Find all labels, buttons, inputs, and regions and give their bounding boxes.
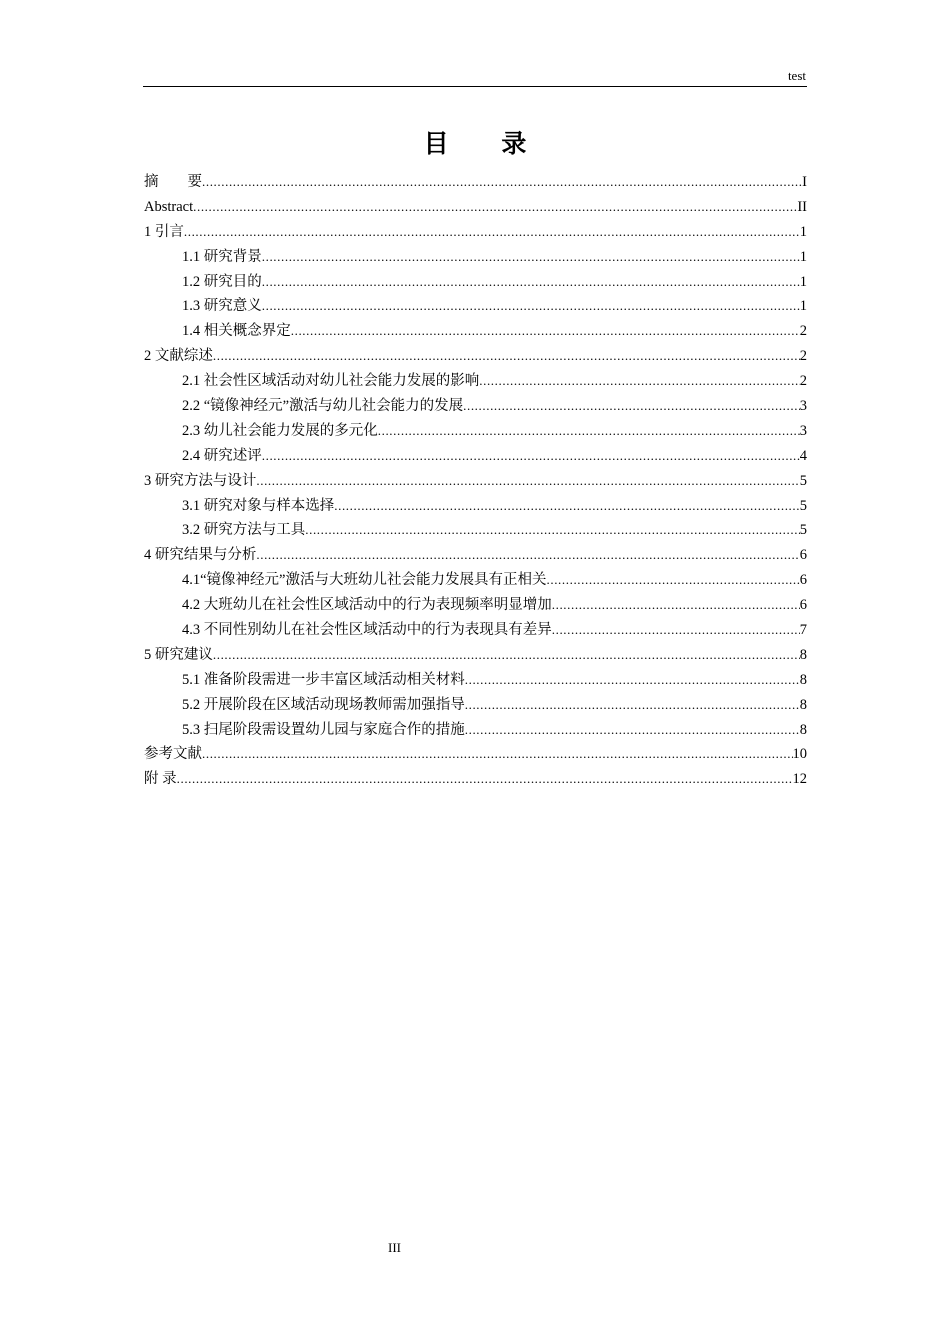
toc-entry[interactable] bbox=[144, 767, 807, 792]
toc-entry[interactable] bbox=[144, 543, 807, 568]
toc-leader-dots bbox=[177, 767, 793, 792]
toc-entry-label: 5 研究建议 bbox=[144, 646, 213, 663]
table-of-contents bbox=[144, 170, 807, 792]
toc-entry-label: 参考文献 bbox=[144, 746, 202, 763]
toc-leader-dots bbox=[256, 469, 799, 494]
toc-entry-label: 4.1“镜像神经元”激活与大班幼儿社会能力发展具有正相关 bbox=[182, 572, 547, 589]
toc-leader-dots bbox=[262, 294, 800, 319]
toc-entry-page: 5 bbox=[799, 497, 807, 514]
toc-entry[interactable] bbox=[144, 170, 807, 195]
toc-entry-label: 2.1 社会性区域活动对幼儿社会能力发展的影响 bbox=[182, 373, 480, 390]
toc-entry[interactable] bbox=[144, 643, 807, 668]
toc-entry-page: 8 bbox=[799, 696, 807, 713]
toc-entry-label: 4.3 不同性别幼儿在社会性区域活动中的行为表现具有差异 bbox=[182, 622, 552, 639]
toc-entry[interactable] bbox=[144, 668, 807, 693]
toc-entry[interactable] bbox=[144, 394, 807, 419]
toc-entry-page: 2 bbox=[799, 323, 807, 340]
toc-entry-label: 1.3 研究意义 bbox=[182, 298, 262, 315]
toc-entry-page: 8 bbox=[799, 721, 807, 738]
toc-entry-label: 1.2 研究目的 bbox=[182, 273, 262, 290]
header-rule bbox=[143, 86, 807, 87]
toc-entry-page: 2 bbox=[799, 348, 807, 365]
toc-leader-dots bbox=[552, 618, 800, 643]
footer-page-number: III bbox=[388, 1240, 401, 1255]
toc-entry-page: 2 bbox=[799, 373, 807, 390]
toc-entry-label: 2.4 研究述评 bbox=[182, 447, 262, 464]
toc-leader-dots bbox=[465, 693, 800, 718]
toc-leader-dots bbox=[463, 394, 800, 419]
toc-entry[interactable] bbox=[144, 369, 807, 394]
toc-leader-dots bbox=[193, 195, 797, 220]
toc-leader-dots bbox=[334, 494, 800, 519]
toc-entry-page: 5 bbox=[799, 522, 807, 539]
toc-entry[interactable] bbox=[144, 294, 807, 319]
toc-leader-dots bbox=[213, 344, 800, 369]
toc-leader-dots bbox=[465, 668, 800, 693]
toc-entry[interactable] bbox=[144, 419, 807, 444]
toc-entry-page: 1 bbox=[799, 273, 807, 290]
toc-entry-page: I bbox=[802, 173, 807, 190]
toc-leader-dots bbox=[378, 419, 800, 444]
page-header-text: test bbox=[787, 68, 806, 83]
toc-entry-label: 1.1 研究背景 bbox=[182, 248, 262, 265]
toc-entry-page: 8 bbox=[799, 671, 807, 688]
toc-entry-page: 6 bbox=[799, 547, 807, 564]
toc-leader-dots bbox=[184, 220, 800, 245]
toc-leader-dots bbox=[465, 718, 800, 743]
toc-leader-dots bbox=[262, 245, 800, 270]
toc-entry-label: 摘 要 bbox=[144, 173, 202, 190]
toc-entry-label: 4 研究结果与分析 bbox=[144, 547, 257, 564]
toc-entry-label: 3.1 研究对象与样本选择 bbox=[182, 497, 335, 514]
toc-leader-dots bbox=[479, 369, 800, 394]
toc-entry-label: 1 引言 bbox=[144, 223, 184, 240]
toc-entry-label: 2 文献综述 bbox=[144, 348, 213, 365]
toc-entry-label: 2.3 幼儿社会能力发展的多元化 bbox=[182, 422, 378, 439]
toc-entry-label: 5.1 准备阶段需进一步丰富区域活动相关材料 bbox=[182, 671, 465, 688]
toc-entry[interactable] bbox=[144, 319, 807, 344]
toc-entry-label: 1.4 相关概念界定 bbox=[182, 323, 291, 340]
toc-entry-page: 7 bbox=[799, 622, 807, 639]
toc-entry[interactable] bbox=[144, 618, 807, 643]
toc-entry-label: 4.2 大班幼儿在社会性区域活动中的行为表现频率明显增加 bbox=[182, 597, 552, 614]
toc-entry-page: 4 bbox=[799, 447, 807, 464]
toc-entry[interactable] bbox=[144, 220, 807, 245]
toc-entry-page: II bbox=[797, 198, 807, 215]
toc-entry-page: 8 bbox=[799, 646, 807, 663]
toc-entry-page: 3 bbox=[799, 422, 807, 439]
toc-leader-dots bbox=[291, 319, 800, 344]
toc-leader-dots bbox=[213, 643, 800, 668]
toc-entry[interactable] bbox=[144, 270, 807, 295]
toc-entry-page: 3 bbox=[799, 398, 807, 414]
toc-entry[interactable] bbox=[144, 344, 807, 369]
toc-entry-page: 1 bbox=[799, 248, 807, 265]
toc-entry[interactable] bbox=[144, 742, 807, 767]
toc-leader-dots bbox=[262, 444, 800, 469]
toc-leader-dots bbox=[202, 742, 793, 767]
toc-leader-dots bbox=[547, 568, 800, 593]
toc-entry-page: 5 bbox=[799, 472, 807, 489]
toc-entry[interactable] bbox=[144, 693, 807, 718]
toc-entry[interactable] bbox=[144, 568, 807, 593]
toc-leader-dots bbox=[552, 593, 800, 618]
toc-leader-dots bbox=[202, 170, 802, 195]
toc-entry-page: 12 bbox=[792, 771, 807, 788]
toc-entry-page: 1 bbox=[799, 298, 807, 315]
toc-entry-page: 10 bbox=[792, 746, 807, 763]
toc-entry-page: 6 bbox=[799, 597, 807, 614]
toc-entry[interactable] bbox=[144, 718, 807, 743]
toc-entry-label: 5.3 扫尾阶段需设置幼儿园与家庭合作的措施 bbox=[182, 721, 465, 738]
toc-entry[interactable] bbox=[144, 469, 807, 494]
toc-entry-page: 1 bbox=[799, 223, 807, 240]
toc-entry-label: Abstract bbox=[144, 198, 194, 215]
toc-entry[interactable] bbox=[144, 593, 807, 618]
toc-entry-page: 6 bbox=[799, 572, 807, 589]
toc-entry[interactable] bbox=[144, 518, 807, 543]
toc-entry[interactable] bbox=[144, 444, 807, 469]
toc-leader-dots bbox=[305, 518, 800, 543]
toc-entry[interactable] bbox=[144, 245, 807, 270]
toc-entry[interactable] bbox=[144, 494, 807, 519]
toc-leader-dots bbox=[256, 543, 799, 568]
toc-entry[interactable] bbox=[144, 195, 807, 220]
toc-entry-label: 3 研究方法与设计 bbox=[144, 472, 257, 489]
toc-entry-label: 2.2 “镜像神经元”激活与幼儿社会能力的发展 bbox=[182, 398, 464, 414]
toc-leader-dots bbox=[262, 270, 800, 295]
toc-title: 目 录 bbox=[423, 129, 549, 158]
toc-entry-label: 5.2 开展阶段在区域活动现场教师需加强指导 bbox=[182, 696, 465, 713]
toc-entry-label: 3.2 研究方法与工具 bbox=[182, 522, 306, 539]
toc-entry-label: 附 录 bbox=[144, 771, 177, 788]
